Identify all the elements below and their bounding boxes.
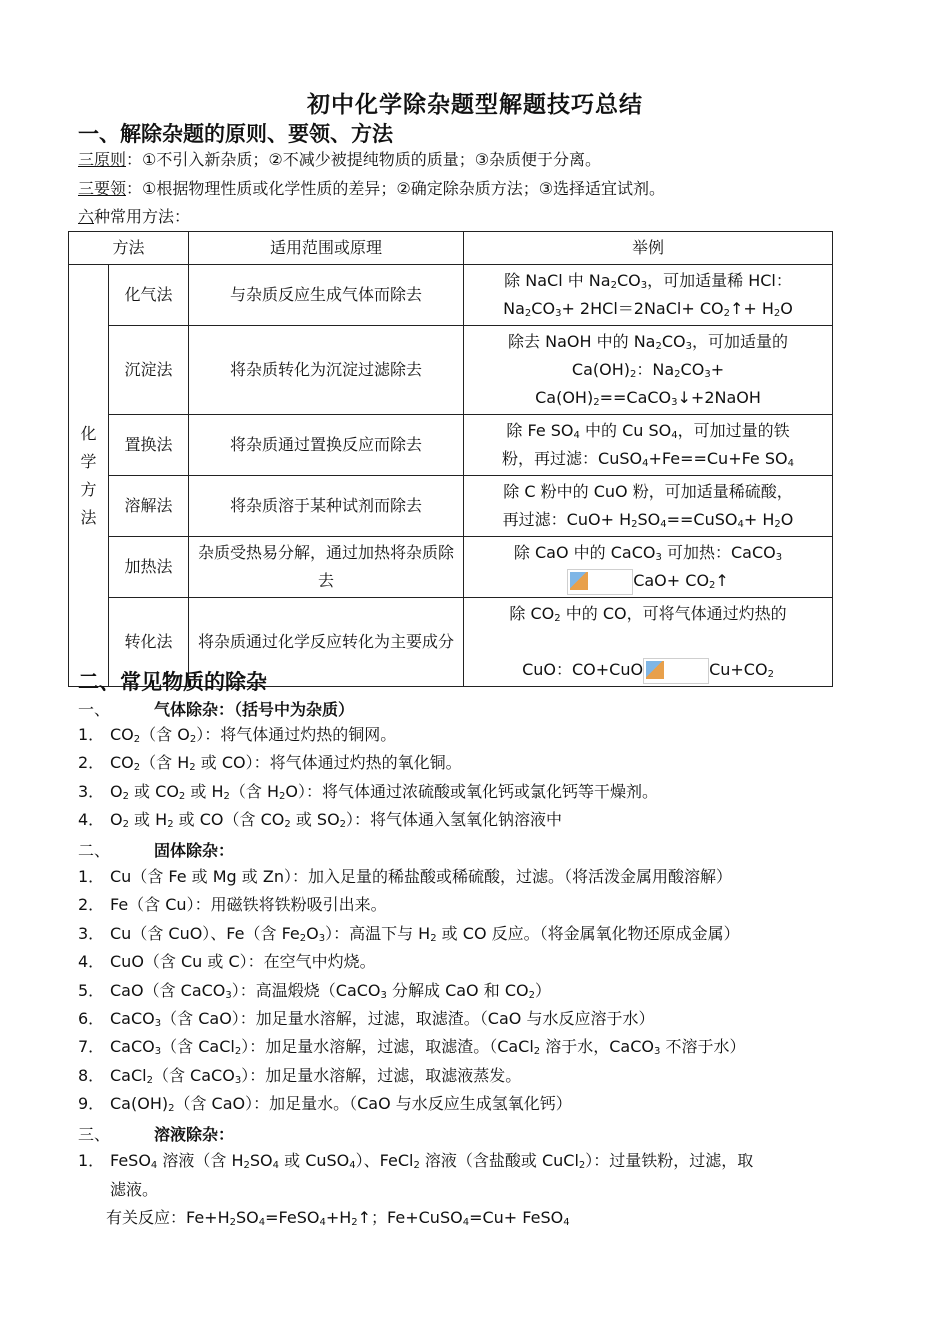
method-example: 除 CaO 中的 CaCO$_3$ 可加热：CaCO$_3$ $CaO+ CO_2↑$	[464, 537, 833, 598]
item-text: Cu（含 Fe 或 Mg 或 Zn）：加入足量的稀盐酸或稀硫酸，过滤。（将活泼金属用酸溶解）	[110, 867, 732, 886]
method-principle: 与杂质反应生成气体而除去	[189, 265, 464, 326]
principles-label: 三原则	[78, 150, 127, 169]
method-example: 除去 NaOH 中的 $Na_2CO_3$，可加适量的 $Ca(OH)_2$：$Na_2CO_3+$ $Ca(OH)_2==CaCO_3↓+2NaOH$	[464, 326, 833, 415]
item-text: $CO_2$（含 $H_2$ 或 CO）：将气体通过灼热的氧化铜。	[110, 753, 462, 773]
table-row	[69, 476, 833, 537]
table-row	[69, 537, 833, 598]
item-number: 4．	[78, 810, 105, 829]
section2-heading: 二、常见物质的除杂	[78, 670, 267, 694]
item-text: Fe（含 Cu）：用磁铁将铁粉吸引出来。	[110, 895, 387, 914]
item-text: CaCl$_2$（含 CaCO$_3$）：加足量水溶解，过滤，取滤液蒸发。	[110, 1066, 522, 1086]
item-number: 5．	[78, 981, 105, 1000]
list-item	[78, 980, 551, 1002]
method-principle: 将杂质通过置换反应而除去	[189, 415, 464, 476]
item-number: 3．	[78, 782, 105, 801]
item-text: $Ca(OH)_2$（含 CaO）：加足量水。（CaO 与水反应生成氢氧化钙）	[110, 1094, 572, 1114]
methods-label-rest: 种常用方法：	[94, 207, 191, 226]
list-item	[78, 923, 740, 945]
item-text: Cu（含 CuO）、Fe（含 $Fe_2O_3$）：高温下与 $H_2$ 或 CO 反应。（将金属氧化物还原成金属）	[110, 924, 740, 944]
item-number: 2．	[78, 895, 105, 914]
item-number: 3．	[78, 924, 105, 943]
section1-heading: 一、解除杂题的原则、要领、方法	[78, 122, 393, 146]
table-row	[69, 265, 833, 326]
group-label-char: 方	[80, 479, 97, 499]
header-principle: 适用范围或原理	[189, 232, 464, 265]
solution-title: 溶液除杂：	[154, 1125, 235, 1144]
list-item	[78, 1036, 745, 1058]
item-number: 7．	[78, 1037, 105, 1056]
method-name: 加热法	[109, 537, 189, 598]
item-number: 6．	[78, 1009, 105, 1028]
reaction-line: 有关反应：$Fe+H_2SO_4=FeSO_4+H_2↑$；Fe+CuSO$_4$=Cu+ FeSO$_4$	[106, 1208, 570, 1228]
table-row	[69, 326, 833, 415]
table-row	[69, 415, 833, 476]
item-number: 9．	[78, 1094, 105, 1113]
item-text: CaO（含 CaCO$_3$）：高温煅烧（CaCO$_3$ 分解成 CaO 和 $CO_2$）	[110, 981, 551, 1001]
list-item	[78, 951, 376, 973]
method-principle: 将杂质通过化学反应转化为主要成分	[189, 598, 464, 687]
list-item	[78, 866, 732, 888]
list-item-continuation: 滤液。	[110, 1180, 159, 1199]
list-item	[78, 1065, 521, 1087]
solution-subhead	[78, 1122, 234, 1145]
header-example: 举例	[464, 232, 833, 265]
list-item	[78, 1093, 572, 1115]
gas-title: 气体除杂：（括号中为杂质）	[154, 700, 355, 719]
group-label-char: 化	[80, 423, 97, 443]
methods-label-first: 六	[78, 207, 95, 226]
list-item	[78, 752, 462, 774]
method-name: 沉淀法	[109, 326, 189, 415]
method-principle: 杂质受热易分解，通过加热将杂质除去	[189, 537, 464, 598]
item-number: 1．	[78, 725, 105, 744]
item-text: $O_2$ 或 $CO_2$ 或 $H_2$（含 $H_2O$）：将气体通过浓硫酸或氧化钙或氯化钙等干燥剂。	[110, 782, 658, 802]
item-number: 8．	[78, 1066, 105, 1085]
list-item	[78, 1150, 753, 1172]
header-method: 方法	[69, 232, 189, 265]
table-header-row	[69, 232, 833, 265]
keys-line	[78, 178, 665, 200]
list-item	[78, 894, 387, 916]
method-name: 置换法	[109, 415, 189, 476]
method-example: 除 $CO_2$ 中的 CO，可将气体通过灼热的 CuO：CO+CuO $Cu+CO_2$	[464, 598, 833, 687]
group-label-cell	[69, 265, 109, 687]
method-name: 化气法	[109, 265, 189, 326]
item-number: 4．	[78, 952, 105, 971]
solid-subhead	[78, 838, 234, 861]
list-item	[78, 809, 562, 831]
item-text: CuO（含 Cu 或 C）：在空气中灼烧。	[110, 952, 376, 971]
keys-label: 三要领	[78, 179, 127, 198]
solution-num: 三、	[78, 1125, 111, 1144]
item-number: 1．	[78, 867, 105, 886]
method-principle: 将杂质溶于某种试剂而除去	[189, 476, 464, 537]
item-text: CaCO$_3$（含 CaO）：加足量水溶解，过滤，取滤渣。（CaO 与水反应溶于水）	[110, 1009, 655, 1029]
item-text: FeSO$_4$ 溶液（含 $H_2SO_4$ 或 CuSO$_4$）、FeCl$_2$ 溶液（含盐酸或 CuCl$_2$）：过量铁粉，过滤，取	[110, 1151, 754, 1171]
group-label-char: 学	[80, 451, 97, 471]
gas-num: 一、	[78, 700, 111, 719]
methods-line	[78, 206, 190, 228]
page-title: 初中化学除杂题型解题技巧总结	[307, 92, 643, 118]
list-item	[78, 781, 658, 803]
method-example: 除 C 粉中的 CuO 粉，可加适量稀硫酸， 再过滤：$CuO+ H_2SO_4==CuSO_4+ H_2O$	[464, 476, 833, 537]
item-text: $O_2$ 或 $H_2$ 或 CO（含 $CO_2$ 或 $SO_2$）：将气体通入氢氧化钠溶液中	[110, 810, 563, 830]
item-text: CaCO$_3$（含 CaCl$_2$）：加足量水溶解，过滤，取滤渣。（CaCl$_2$ 溶于水，CaCO$_3$ 不溶于水）	[110, 1037, 746, 1057]
item-text: $CO_2$（含 $O_2$）：将气体通过灼热的铜网。	[110, 725, 397, 745]
method-example: 除 NaCl 中 $Na_2CO_3$，可加适量稀 HCl： $Na_2CO_3+$ 2HCl＝2NaCl+ $CO_2↑+ H_2O$	[464, 265, 833, 326]
methods-table	[68, 231, 833, 687]
gas-subhead	[78, 697, 354, 720]
keys-text: ：①根据物理性质或化学性质的差异；②确定除杂质方法；③选择适宜试剂。	[126, 179, 666, 198]
method-name: 溶解法	[109, 476, 189, 537]
list-item	[78, 724, 396, 746]
method-example: 除 Fe $SO_4$ 中的 Cu $SO_4$，可加过量的铁 粉，再过滤：CuSO$_4$+Fe==Cu+Fe $SO_4$	[464, 415, 833, 476]
principles-text: ：①不引入新杂质；②不减少被提纯物质的质量；③杂质便于分离。	[126, 150, 602, 169]
solid-num: 二、	[78, 841, 111, 860]
item-number: 1．	[78, 1151, 105, 1170]
item-number: 2．	[78, 753, 105, 772]
principles-line	[78, 149, 601, 171]
group-label-char: 法	[80, 507, 97, 527]
solid-title: 固体除杂：	[154, 841, 235, 860]
method-principle: 将杂质转化为沉淀过滤除去	[189, 326, 464, 415]
list-item	[78, 1008, 654, 1030]
method-name: 转化法	[109, 598, 189, 687]
